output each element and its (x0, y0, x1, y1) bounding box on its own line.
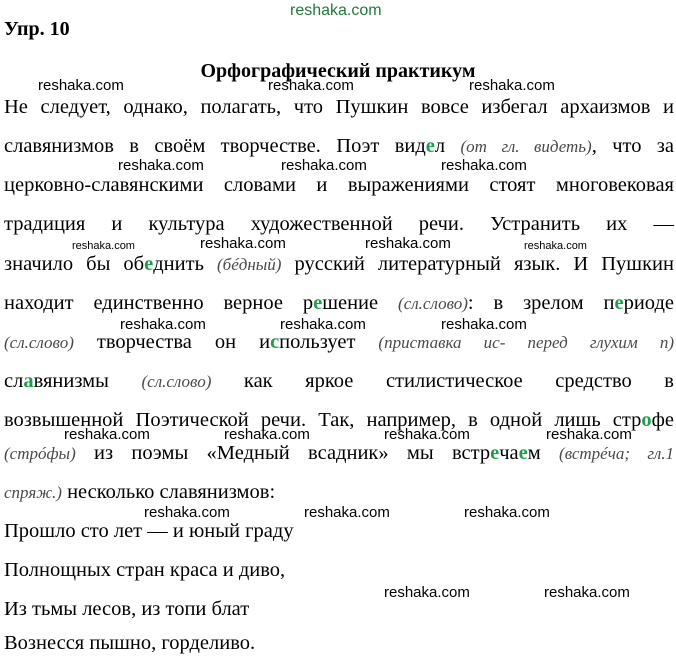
poem-line: Полнощных стран краса и диво, (4, 559, 286, 581)
watermark: reshaka.com (304, 504, 390, 521)
watermark: reshaka.com (144, 504, 230, 521)
highlighted-letter: с (270, 331, 280, 353)
text-line: значило бы обеднить (бéдный) русский литературный язык. И Пушкин (4, 253, 674, 275)
text-line: Не следует, однако, полагать, что Пушкин вовсе избегал архаизмов и (4, 96, 674, 118)
watermark: reshaka.com (200, 235, 286, 252)
watermark: reshaka.com (365, 235, 451, 252)
watermark: reshaka.com (384, 426, 470, 443)
highlighted-letter: е (490, 442, 500, 464)
text-line: (сл.слово) творчества он использует (приставка ис- перед глухим п) (4, 331, 675, 353)
watermark: reshaka.com (268, 77, 354, 94)
watermark: reshaka.com (224, 426, 310, 443)
highlighted-letter: е (313, 292, 323, 314)
watermark: reshaka.com (120, 316, 206, 333)
watermark: reshaka.com (544, 584, 630, 601)
section-title: Орфографический практикум (200, 60, 476, 82)
watermark: reshaka.com (464, 504, 550, 521)
spelling-note: (от гл. видеть) (460, 137, 592, 156)
spelling-note: (сл.слово) (141, 372, 212, 391)
text-line: славянизмы (сл.слово) как яркое стилистическое средство в (4, 370, 674, 392)
watermark: reshaka.com (441, 316, 527, 333)
text-line: церковно-славянскими словами и выражениями стоят многовековая (4, 174, 674, 196)
watermark: reshaka.com (72, 240, 135, 252)
text-line: находит единственно верное решение (сл.слово): в зрелом периоде (4, 292, 674, 314)
spelling-note: (встрéча; гл.1 (559, 444, 674, 463)
text-line: традиция и культура художественной речи. Устранить их — (4, 213, 674, 235)
highlighted-letter: е (614, 292, 624, 314)
spelling-note: (приставка ис- перед глухим п) (378, 333, 675, 352)
highlighted-letter: а (23, 370, 34, 392)
poem-line: Из тьмы лесов, из топи блат (4, 598, 250, 620)
watermark: reshaka.com (290, 2, 382, 19)
poem-line: Вознесся пышно, горделиво. (4, 632, 256, 654)
poem-line: Прошло сто лет — и юный граду (4, 520, 294, 542)
watermark: reshaka.com (38, 77, 124, 94)
watermark: reshaka.com (524, 240, 587, 252)
spelling-note: (сл.слово) (398, 294, 468, 313)
watermark: reshaka.com (280, 316, 366, 333)
highlighted-letter: е (425, 135, 435, 157)
watermark: reshaka.com (384, 584, 470, 601)
exercise-title: Упр. 10 (4, 18, 70, 40)
spelling-note: (сл.слово) (4, 333, 74, 352)
spelling-note: спряж.) (4, 483, 62, 502)
watermark: reshaka.com (469, 77, 555, 94)
highlighted-letter: о (641, 409, 652, 431)
watermark: reshaka.com (281, 157, 367, 174)
text-line: славянизмов в своём творчестве. Поэт видел (от гл. видеть), что за (4, 135, 675, 157)
watermark: reshaka.com (118, 157, 204, 174)
spelling-note: (стрóфы) (4, 444, 76, 463)
watermark: reshaka.com (441, 157, 527, 174)
text-line: (стрóфы) из поэмы «Медный всадник» мы встречаем (встрéча; гл.1 (4, 442, 674, 464)
watermark: reshaka.com (546, 426, 632, 443)
spelling-note: (бéдный) (216, 255, 282, 274)
highlighted-letter: е (144, 253, 154, 275)
watermark: reshaka.com (64, 426, 150, 443)
text-line: возвышенной Поэтической речи. Так, например, в одной лишь строфе (4, 409, 674, 431)
text-line: спряж.) несколько славянизмов: (4, 481, 276, 503)
highlighted-letter: е (518, 442, 528, 464)
